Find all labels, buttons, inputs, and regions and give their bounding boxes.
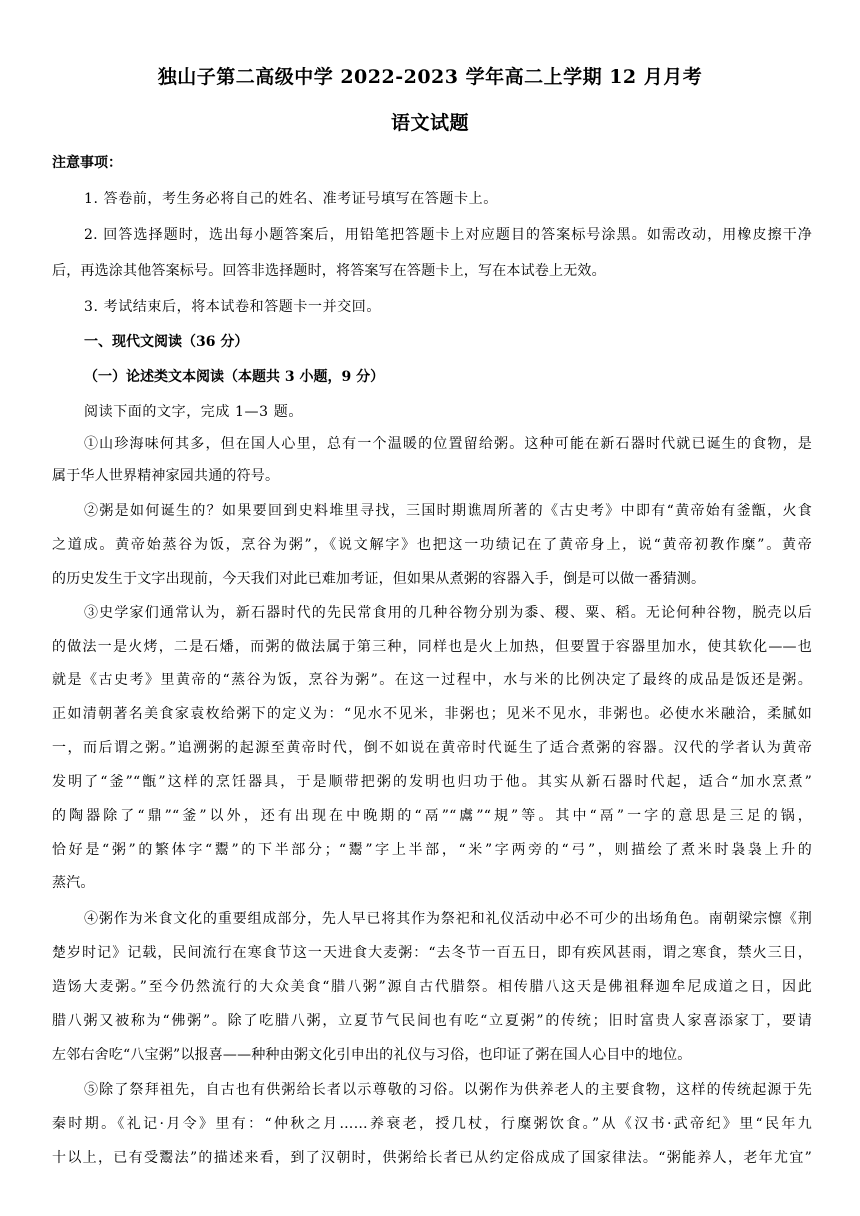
passage-p5-line: ⑤除了祭拜祖先，自古也有供粥给长者以示尊敬的习俗。以粥作为供养老人的主要食物，这样的传统起源于先 — [84, 1082, 812, 1098]
notice-heading: 注意事项： — [52, 155, 122, 171]
passage-p3-line: 的做法一是火烤，二是石燔，而粥的做法属于第三种，同样也是火上加热，但要置于容器里加水，使其软化——也 — [52, 639, 812, 655]
passage-p3-line: 蒸汽。 — [52, 875, 95, 891]
passage-p2-line: 的历史发生于文字出现前，今天我们对此已难加考证，但如果从煮粥的容器入手，倒是可以做一番猜测。 — [52, 571, 706, 587]
passage-p3-line: ③史学家们通常认为，新石器时代的先民常食用的几种谷物分别为黍、稷、粟、稻。无论何种谷物，脱壳以后 — [84, 605, 812, 621]
notice-item-1: 1. 答卷前，考生务必将自己的姓名、准考证号填写在答题卡上。 — [84, 191, 498, 207]
passage-p2-line: ②粥是如何诞生的？如果要回到史料堆里寻找，三国时期谯周所著的《古史考》中即有“黄帝始有釜甑，火食 — [84, 503, 812, 519]
passage-p3-line: 正如清朝著名美食家袁枚给粥下的定义为：“见水不见米，非粥也；见米不见水，非粥也。必使水米融洽，柔腻如 — [52, 706, 812, 722]
passage-p3-line: 一，而后谓之粥。”追溯粥的起源至黄帝时代，倒不如说在黄帝时代诞生了适合煮粥的容器。汉代的学者认为黄帝 — [52, 740, 812, 756]
passage-p3-line: 发明了“釜”“甑”这样的烹饪器具，于是顺带把粥的发明也归功于他。其实从新石器时代起，适合“加水烹煮” — [52, 774, 812, 790]
passage-p4-line: 造饧大麦粥。”至今仍然流行的大众美食“腊八粥”源自古代腊祭。相传腊八这天是佛祖释迦牟尼成道之日，因此 — [52, 979, 812, 995]
exam-title: 独山子第二高级中学 2022-2023 学年高二上学期 12 月月考 — [157, 66, 703, 88]
notice-item-3: 3. 考试结束后，将本试卷和答题卡一并交回。 — [84, 299, 382, 315]
passage-p3-line: 恰好是“粥”的繁体字“鬻”的下半部分；“鬻”字上半部，“米”字两旁的“弓”，则描绘了煮米时袅袅上升的 — [52, 842, 812, 858]
passage-p1-line: ①山珍海味何其多，但在国人心里，总有一个温暖的位置留给粥。这种可能在新石器时代就已诞生的食物，是 — [84, 436, 812, 452]
passage-p2-line: 之道成。黄帝始蒸谷为饭，烹谷为粥”，《说文解字》也把这一功绩记在了黄帝身上，说“黄帝初教作糜”。黄帝 — [52, 537, 812, 553]
subsection-heading: （一）论述类文本阅读（本题共 3 小题，9 分） — [84, 369, 385, 385]
passage-p3-line: 的陶器除了“鼎”“釜”以外，还有出现在中晚期的“鬲”“鬳”“規”等。其中“鬲”一字的意思是三足的锅， — [52, 808, 812, 824]
passage-p4-line: ④粥作为米食文化的重要组成部分，先人早已将其作为祭祀和礼仪活动中必不可少的出场角色。南朝梁宗懔《荆 — [84, 911, 812, 927]
passage-p3-line: 就是《古史考》里黄帝的“蒸谷为饭，烹谷为粥”。在这一过程中，水与米的比例决定了最终的成品是饭还是粥。 — [52, 672, 812, 688]
passage-p4-line: 左邻右舍吃“八宝粥”以报喜——种种由粥文化引申出的礼仪与习俗，也印证了粥在国人心目中的地位。 — [52, 1047, 692, 1063]
passage-p1-line: 属于华人世界精神家园共通的符号。 — [52, 468, 280, 484]
notice-item-2-line-1: 2. 回答选择题时，选出每小题答案后，用铅笔把答题卡上对应题目的答案标号涂黑。如需改动，用橡皮擦干净 — [84, 227, 812, 243]
passage-p5-line: 秦时期。《礼记·月令》里有：“仲秋之月……养衰老，授几杖，行糜粥饮食。”从《汉书·武帝纪》里“民年九 — [52, 1116, 812, 1132]
notice-item-2-line-2: 后，再选涂其他答案标号。回答非选择题时，将答案写在答题卡上，写在本试卷上无效。 — [52, 263, 606, 279]
passage-p4-line: 腊八粥又被称为“佛粥”。除了吃腊八粥，立夏节气民间也有吃“立夏粥”的传统；旧时富贵人家喜添家丁，要请 — [52, 1013, 812, 1029]
exam-subtitle: 语文试题 — [390, 112, 469, 134]
section-heading: 一、现代文阅读（36 分） — [84, 334, 249, 350]
passage-p5-line: 十以上，已有受鬻法”的描述来看，到了汉朝时，供粥给长者已从约定俗成成了国家律法。“粥能养人，老年尤宜” — [52, 1150, 812, 1166]
reading-instruction: 阅读下面的文字，完成 1—3 题。 — [84, 404, 303, 420]
passage-p4-line: 楚岁时记》记载，民间流行在寒食节这一天进食大麦粥：“去冬节一百五日，即有疾风甚雨，谓之寒食，禁火三日， — [52, 945, 812, 961]
